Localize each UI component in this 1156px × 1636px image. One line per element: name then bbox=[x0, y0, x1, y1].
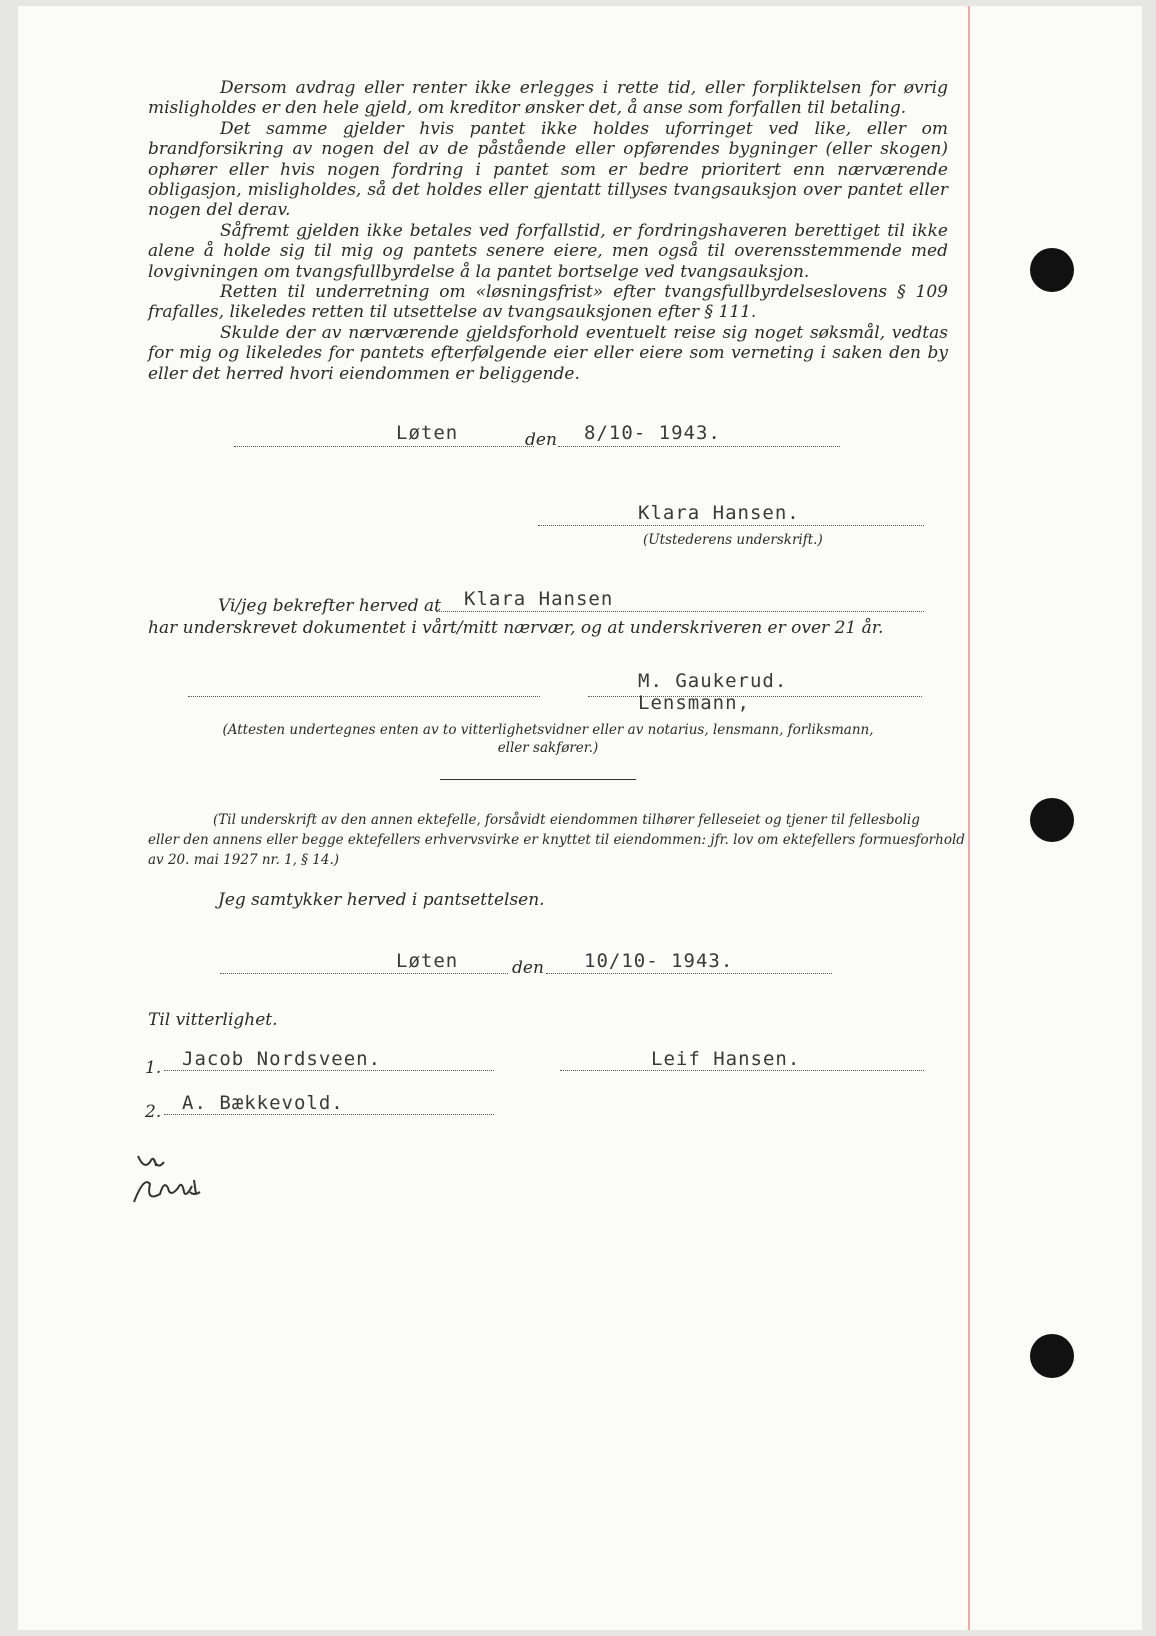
spouse-note-3: av 20. mai 1927 nr. 1, § 14.) bbox=[148, 852, 340, 868]
attest-note-1: (Attesten undertegnes enten av to vitterlighetsvidner eller av notarius, lensmann, forliksmann, bbox=[222, 722, 874, 738]
witnesses-heading: Til vitterlighet. bbox=[148, 1010, 278, 1030]
witness2-name: A. Bækkevold. bbox=[182, 1092, 344, 1114]
den-label-2: den bbox=[512, 958, 544, 978]
punch-hole bbox=[1030, 248, 1074, 292]
date-line bbox=[558, 446, 840, 447]
clause: Det samme gjelder hvis pantet ikke holdes uforringet ved like, eller om brandforsikring av nogen del av de påstående eller opførendes bygninger (eller skogen) ophører eller hvis nogen fordring i pantet som er bedre prioritert enn nærværende obligasjon, misligholdes, så det holdes eller gjentatt tillyses tvangsauksjon over pantet eller nogen del derav. bbox=[148, 118, 948, 221]
initials-scribble bbox=[130, 1150, 220, 1210]
punch-hole bbox=[1030, 1334, 1074, 1378]
witness1-name: Jacob Nordsveen. bbox=[182, 1048, 382, 1070]
place-2: Løten bbox=[396, 950, 459, 972]
witness1-line bbox=[164, 1070, 494, 1071]
document-page bbox=[18, 6, 1142, 1630]
witness-number-2: 2. bbox=[145, 1102, 162, 1122]
witness-signature: M. Gaukerud. bbox=[638, 670, 788, 692]
attest-line2: har underskrevet dokumentet i vårt/mitt nærvær, og at underskriveren er over 21 år. bbox=[148, 618, 884, 638]
place: Løten bbox=[396, 422, 459, 444]
witness-title: Lensmann, bbox=[638, 692, 750, 714]
margin-line bbox=[968, 6, 970, 1630]
punch-hole bbox=[1030, 798, 1074, 842]
clause: Såfremt gjelden ikke betales ved forfallstid, er fordringshaveren berettiget til ikke alene å holde sig til mig og pantets senere eiere, men også til overensstemmende med lovgivningen om tvangsfullbyrdelse å la pantet bortselge ved tvangsauksjon. bbox=[148, 220, 948, 282]
separator-rule bbox=[440, 779, 636, 780]
clauses bbox=[148, 78, 948, 384]
spouse-note-1: (Til underskrift av den annen ektefelle, forsåvidt eiendommen tilhører felleseiet og tjener til fellesbolig bbox=[213, 812, 920, 828]
witness2-line bbox=[164, 1114, 494, 1115]
issuer-signature: Klara Hansen. bbox=[638, 502, 800, 524]
attest-line1: Vi/jeg bekrefter herved at bbox=[218, 596, 441, 616]
issuer-caption: (Utstederens underskrift.) bbox=[643, 532, 823, 548]
clause: Dersom avdrag eller renter ikke erlegges i rette tid, eller forpliktelsen for øvrig misligholdes er den hele gjeld, om kreditor ønsker det, å anse som forfallen til betaling. bbox=[148, 78, 948, 119]
attest-name: Klara Hansen bbox=[464, 588, 614, 610]
date: 8/10- 1943. bbox=[584, 422, 721, 444]
attest-name-line bbox=[436, 611, 924, 612]
place-line bbox=[234, 446, 534, 447]
clause: Retten til underretning om «løsningsfrist» efter tvangsfullbyrdelseslovens § 109 frafalles, likeledes retten til utsettelse av tvangsauksjonen efter § 111. bbox=[148, 282, 948, 323]
date-2: 10/10- 1943. bbox=[584, 950, 734, 972]
date-line-2 bbox=[546, 973, 832, 974]
spouse-note-2: eller den annens eller begge ektefellers erhvervsvirke er knyttet til eiendommen: jfr. lov om ektefellers formuesforhold bbox=[148, 832, 965, 848]
place-line-2 bbox=[220, 973, 508, 974]
attest-note-2: eller sakfører.) bbox=[497, 740, 599, 756]
consent-text: Jeg samtykker herved i pantsettelsen. bbox=[218, 890, 545, 910]
witness-number-1: 1. bbox=[145, 1058, 162, 1078]
clause: Skulde der av nærværende gjeldsforhold eventuelt reise sig noget søksmål, vedtas for mig og likeledes for pantets efterfølgende eier eller eiere som verneting i saken den by eller det herred hvori eiendommen er beliggende. bbox=[148, 322, 948, 384]
witness1b-line bbox=[560, 1070, 924, 1071]
witness1b-name: Leif Hansen. bbox=[651, 1048, 801, 1070]
den-label: den bbox=[525, 430, 557, 450]
witness-line-left bbox=[188, 696, 540, 697]
issuer-signature-line bbox=[538, 525, 924, 526]
